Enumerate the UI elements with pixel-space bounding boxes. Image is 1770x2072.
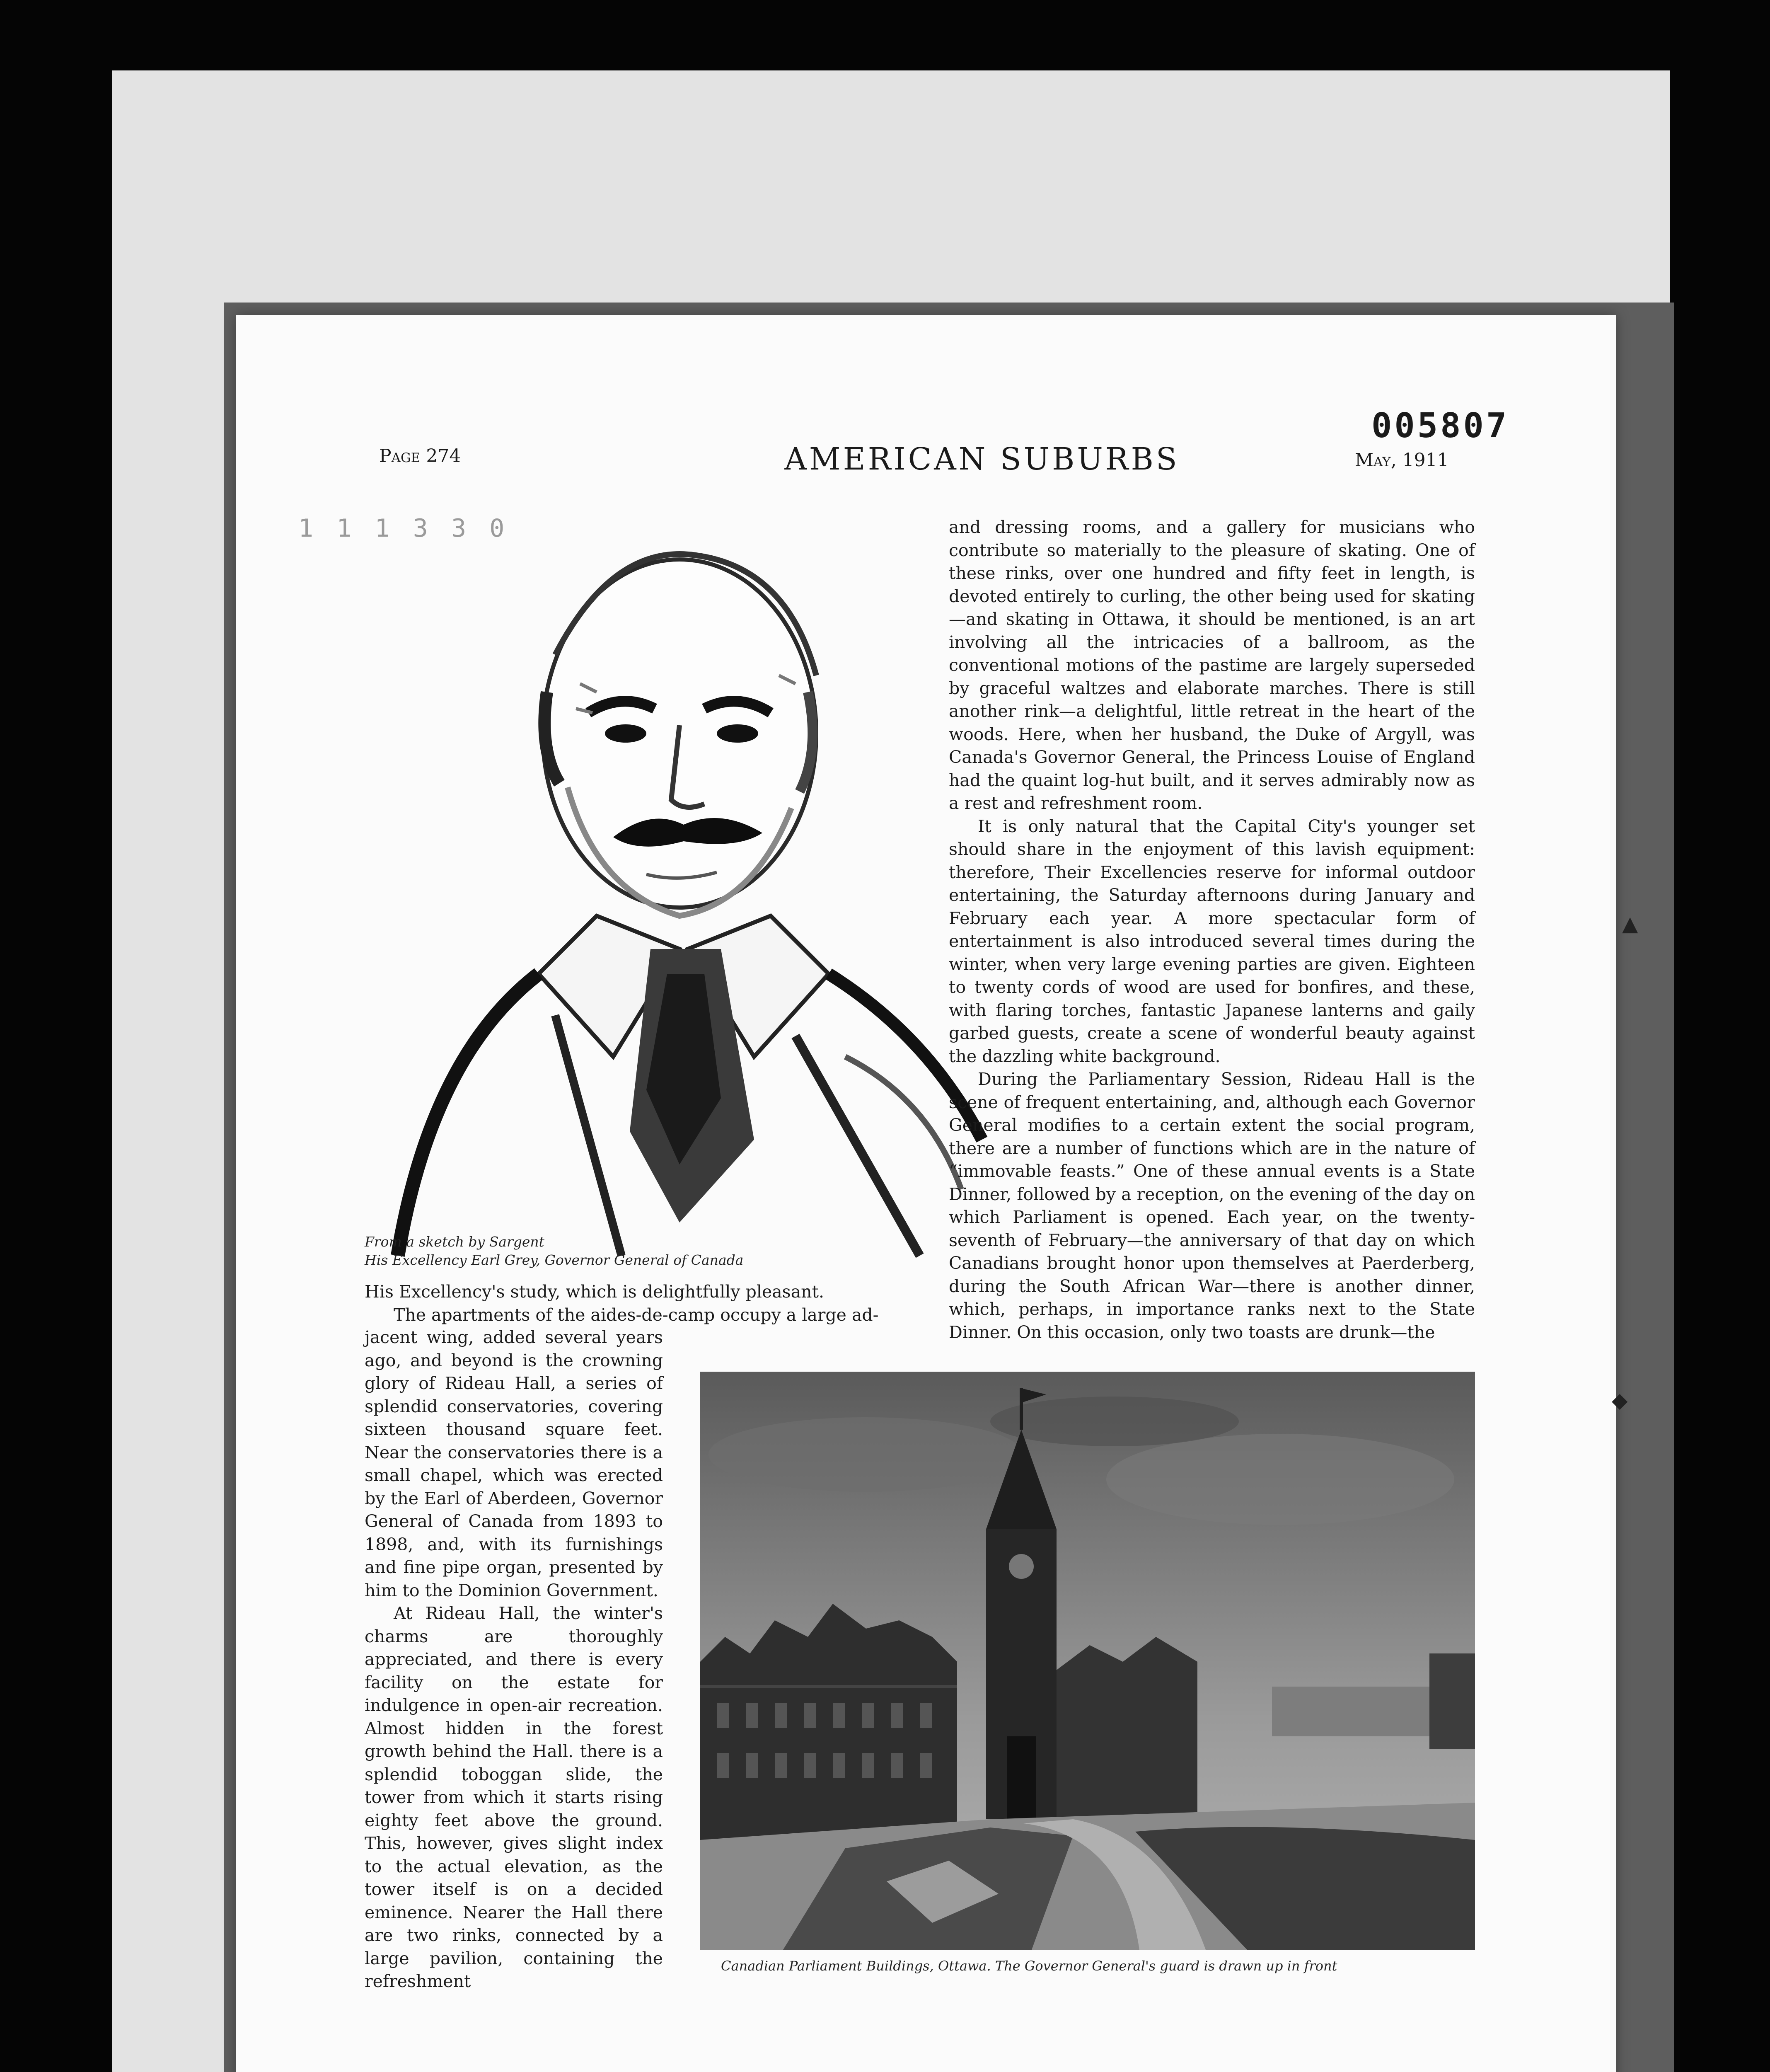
photo-caption: Canadian Parliament Buildings, Ottawa. The Governor General's guard is drawn up in front [721, 1958, 1337, 1974]
archive-stamp-number: 005807 [1371, 406, 1509, 445]
paragraph: At Rideau Hall, the winter's charms are thoroughly appreciated, and there is every facility on the estate for indulgence in open-air recreation. Almost hidden in the forest growth behind the Hall. there is a splendid toboggan slide, the tower from which it starts rising eighty feet above the ground. This, however, gives slight index to the actual elevation, as the tower itself is on a decided eminence. Nearer the Hall there are two rinks, connected by a large pavilion, containing the refreshment [365, 1603, 663, 1991]
article-column-right [949, 516, 1475, 1344]
ink-mark: ▲ [1622, 912, 1638, 936]
article-column-middle [365, 1280, 903, 1326]
paragraph: The apartments of the aides-de-camp occupy a large ad- [394, 1305, 879, 1325]
portrait-caption [365, 1233, 883, 1269]
page-number: Page 274 [379, 445, 461, 467]
paragraph: and dressing rooms, and a gallery for musicians who contribute so materially to the pleasure of skating. One of these rinks, over one hundred and fifty feet in length, is devoted entirely to curling, the other being used for skating—and skating in Ottawa, it should be mentioned, is an art involving all the intricacies of a ballroom, as the conventional motions of the pastime are largely superseded by graceful waltzes and elaborate marches. There is still another rink—a delightful, little retreat in the heart of the woods. Here, when her husband, the Duke of Argyll, was Canada's Governor General, the Princess Louise of England had the quaint log-hut built, and it serves admirably now as a rest and refreshment room. [949, 517, 1475, 813]
paragraph: It is only natural that the Capital City's younger set should share in the enjoyment of this lavish equipment: therefore, Their Excellencies reserve for informal outdoor entertaining, the Saturday afternoons during January and February each year. A more spectacular form of entertainment is also introduced several times during the winter, when very large evening parties are given. Eighteen to twenty cords of wood are used for bonfires, and these, with flaring torches, fantastic Japanese lanterns and gaily garbed guests, create a scene of wonderful beauty against the dazzling white background. [949, 816, 1475, 1066]
portrait-caption-subject: His Excellency Earl Grey, Governor General of Canada [365, 1252, 744, 1268]
paragraph: His Excellency's study, which is delightfully pleasant. [365, 1282, 825, 1302]
parliament-photo [700, 1372, 1475, 1950]
magazine-page [236, 315, 1616, 2072]
pencil-mark: 1 1 1 3 3 0 [298, 514, 509, 543]
article-column-left [365, 1326, 663, 1993]
paragraph: During the Parliamentary Session, Rideau Hall is the scene of frequent entertaining, and, although each Governor General modifies to a certain extent the social program, there are a number of functions which are in the nature of “immovable feasts.” One of these annual events is a State Dinner, followed by a reception, on the evening of the day on which Parliament is opened. Each year, on the twenty-seventh of February—the anniversary of that day on which Canadians brought honor upon themselves at Paerderberg, during the South African War—there is another dinner, which, perhaps, in importance ranks next to the State Dinner. On this occasion, only two toasts are drunk—the [949, 1069, 1475, 1342]
issue-date: May, 1911 [1355, 450, 1449, 471]
paragraph: jacent wing, added several years ago, and beyond is the crowning glory of Rideau Hall, a series of splendid conservatories, covering sixteen thousand square feet. Near the conservatories there is a small chapel, which was erected by the Earl of Aberdeen, Governor General of Canada from 1893 to 1898, and, with its furnishings and fine pipe organ, presented by him to the Dominion Government. [365, 1327, 663, 1600]
portrait-caption-credit: From a sketch by Sargent [365, 1234, 544, 1250]
page-title: AMERICAN SUBURBS [784, 441, 1180, 477]
ink-mark: ◆ [1612, 1388, 1628, 1412]
